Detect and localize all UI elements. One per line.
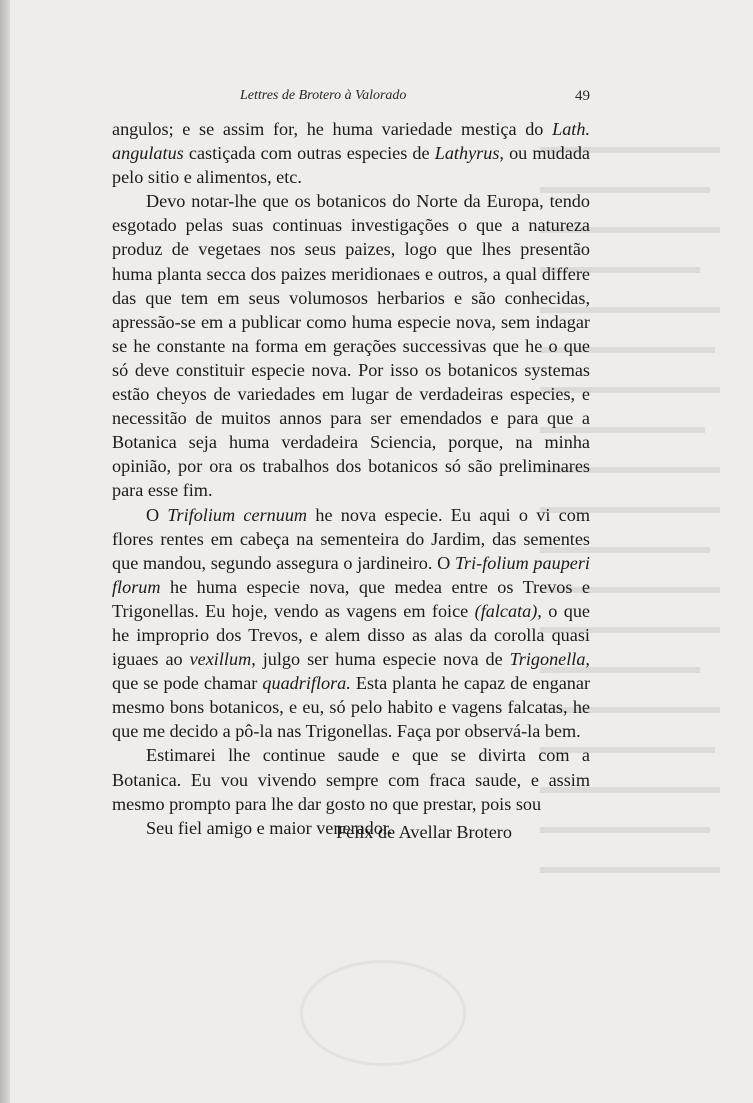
italic-term: vexillum, (189, 649, 256, 670)
running-title: Lettres de Brotero à Valorado (240, 88, 407, 103)
text-run: O (146, 504, 168, 525)
page-edge-shadow (0, 0, 10, 1103)
paragraph-3 (112, 503, 590, 744)
text-run: julgo ser huma especie nova de (255, 649, 510, 670)
page-header (112, 88, 590, 112)
text-run: castiçada com outras especies de (183, 143, 435, 164)
text-run: que se pode chamar (112, 673, 263, 694)
text-run: angulos; e se assim for, he huma variedade mestiça do (112, 119, 553, 139)
text-run: Esta planta he capaz de enganar mesmo bons botanicos, e eu, só pelo habito e vagens falcatas, he que me decido a pô-la nas Trigonellas. Faça por observá-la bem. (112, 673, 591, 742)
faint-stamp-shadow (300, 960, 466, 1066)
signature: Felix de Avellar Brotero (336, 822, 512, 842)
letter-body (112, 117, 590, 840)
closing-text: Seu fiel amigo e maior venerador. (146, 817, 393, 838)
paragraph-1 (112, 117, 590, 189)
italic-term: (falcata), (474, 600, 542, 621)
page-number: 49 (575, 88, 590, 104)
text-run: o que he improprio dos Trevos, e alem disso as alas da corolla quasi iguaes ao (112, 600, 590, 670)
italic-genus-name: Lathyrus, (434, 143, 504, 164)
italic-species-name: Trifolium cernuum (167, 504, 308, 525)
italic-genus-name: Trigonella, (509, 649, 590, 670)
text-run: he nova especie. Eu aqui o vi com flores rentes em cabeça na sementeira do Jardim, das sementes que mandou, segundo assegura o jardineiro. O (112, 504, 590, 573)
text-run: ou mudada pelo sitio e alimentos, etc. (112, 143, 590, 188)
italic-term: quadriflora. (262, 673, 351, 694)
paragraph-2: Devo notar-lhe que os botanicos do Norte da Europa, tendo esgotado pelas suas continuas investigações o que a natureza produz de vegetaes nos seus paizes, logo que lhes presentão huma planta secca dos paizes meridionaes e outros, a qual differe das que tem em seus volumosos herbarios e são conhecidas, apressão-se em a publicar como huma especie nova, sem indagar se he constante na forma em gerações successivas que he o que só deve constituir especie nova. Por isso os botanicos systemas estão cheyos de variedades em lugar de verdadeiras especies, e necessitão de muitos annos para ser emendados e para que a Botanica seja huma verdadeira Sciencia, porque, na minha opinião, por ora os trabalhos dos botanicos só são preliminares para esse fim. (112, 191, 590, 501)
paragraph-4: Estimarei lhe continue saude e que se divirta com a Botanica. Eu vou vivendo sempre com fraca saude, e assim mesmo prompto para lhe dar gosto no que prestar, pois sou (112, 745, 590, 814)
text-run: he huma especie nova, que medea entre os Trevos e Trigonellas. Eu hoje, vendo as vagens em foice (112, 576, 590, 621)
italic-species-name: Tri-folium pauperi florum (112, 552, 590, 597)
italic-species-name: Lath. angulatus (112, 119, 590, 164)
